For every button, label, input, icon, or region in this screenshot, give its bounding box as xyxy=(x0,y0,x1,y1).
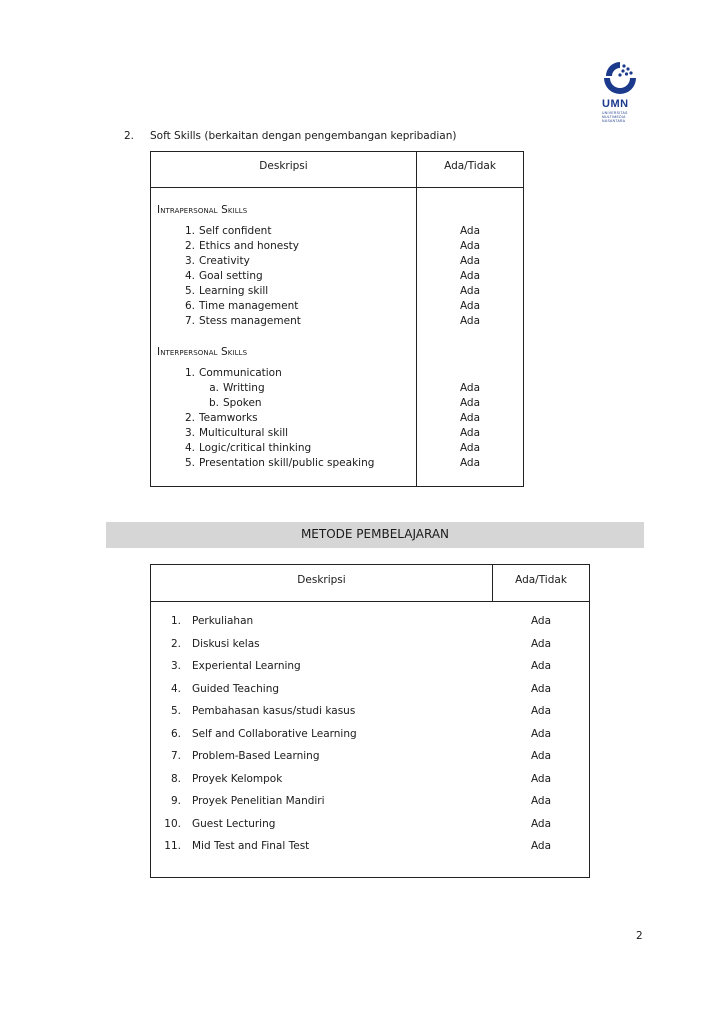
row-value: Ada xyxy=(459,240,481,252)
row-value: Ada xyxy=(530,817,552,830)
row-label: Learning skill xyxy=(199,285,269,297)
row-number: 4. xyxy=(184,270,195,282)
row-value: Ada xyxy=(459,285,481,297)
table-row xyxy=(151,660,589,676)
row-number: 3. xyxy=(184,427,195,439)
row-value: Ada xyxy=(459,457,481,469)
logo-sub-line: MULTIMEDIA xyxy=(602,115,626,119)
row-label: Teamworks xyxy=(199,412,258,424)
row-number: 2. xyxy=(184,240,195,252)
row-value: Ada xyxy=(459,427,481,439)
header-ada-tidak: Ada/Tidak xyxy=(515,574,567,586)
row-number: 4. xyxy=(184,442,195,454)
umn-logo xyxy=(598,60,644,130)
metode-band xyxy=(106,522,644,548)
row-value: Ada xyxy=(530,637,552,650)
row-number: 6. xyxy=(184,300,195,312)
logo-subtext xyxy=(602,111,628,123)
row-number: 5. xyxy=(184,285,195,297)
row-label: Creativity xyxy=(199,255,250,267)
table-row xyxy=(151,818,589,834)
row-number: 7. xyxy=(170,750,181,762)
header-divider xyxy=(151,601,589,602)
row-number: 4. xyxy=(170,682,181,695)
row-label: Ethics and honesty xyxy=(199,240,299,252)
row-value: Ada xyxy=(530,682,552,695)
table-row xyxy=(151,285,523,300)
row-value: Ada xyxy=(530,660,552,672)
logo-sub-line: UNIVERSITAS xyxy=(602,111,628,115)
table-row xyxy=(151,315,523,330)
table-row xyxy=(151,255,523,270)
logo-sub-line: NUSANTARA xyxy=(602,119,626,123)
row-label: Presentation skill/public speaking xyxy=(199,457,375,469)
row-number: 10. xyxy=(164,817,181,830)
table-row xyxy=(151,300,523,315)
row-value: Ada xyxy=(459,442,481,454)
row-value: Ada xyxy=(459,412,481,424)
row-value: Ada xyxy=(530,750,552,762)
row-value: Ada xyxy=(530,772,552,785)
table-row xyxy=(151,705,589,721)
header-divider xyxy=(151,187,523,188)
row-number: 1. xyxy=(170,615,181,627)
table-row xyxy=(151,367,523,382)
row-label: Communication xyxy=(199,367,282,379)
row-value: Ada xyxy=(459,255,481,267)
row-value: Ada xyxy=(459,300,481,312)
row-number: b. xyxy=(208,397,219,409)
section-number: 2. xyxy=(124,130,135,142)
table-row xyxy=(151,840,589,856)
row-number: 1. xyxy=(184,225,195,237)
metode-title: METODE PEMBELAJARAN xyxy=(300,527,450,541)
row-value: Ada xyxy=(530,840,552,852)
row-number: 2. xyxy=(184,412,195,424)
interpersonal-title: Interpersonal Skills xyxy=(157,346,248,358)
row-number: 8. xyxy=(170,772,181,785)
table-row xyxy=(151,683,589,699)
row-number: 9. xyxy=(170,795,181,807)
section-title: Soft Skills (berkaitan dengan pengembangan kepribadian) xyxy=(150,130,457,142)
row-number: 1. xyxy=(184,367,195,379)
logo-word: UMN xyxy=(602,98,629,110)
row-value: Ada xyxy=(459,270,481,282)
row-value: Ada xyxy=(530,727,552,740)
row-label: Mid Test and Final Test xyxy=(192,840,310,852)
row-number: 2. xyxy=(170,637,181,650)
row-number: 11. xyxy=(164,840,181,852)
row-number: 5. xyxy=(184,457,195,469)
table-row xyxy=(151,728,589,744)
table-row xyxy=(151,457,523,472)
row-value: Ada xyxy=(459,397,481,409)
table-row xyxy=(151,412,523,427)
row-label: Guided Teaching xyxy=(192,682,280,695)
row-label: Self and Collaborative Learning xyxy=(192,727,357,740)
table-row xyxy=(151,240,523,255)
row-label: Time management xyxy=(199,300,299,312)
table-row xyxy=(151,397,523,412)
row-value: Ada xyxy=(530,795,552,807)
page-number: 2 xyxy=(636,930,643,942)
table-row xyxy=(151,442,523,457)
row-label: Multicultural skill xyxy=(199,427,289,439)
row-number: a. xyxy=(209,382,219,394)
row-label: Self confident xyxy=(199,225,272,237)
row-label: Stess management xyxy=(199,315,301,327)
row-number: 6. xyxy=(170,727,181,740)
row-value: Ada xyxy=(459,315,481,327)
row-label: Diskusi kelas xyxy=(192,637,260,650)
row-value: Ada xyxy=(530,615,552,627)
table-row xyxy=(151,615,589,631)
header-deskripsi: Deskripsi xyxy=(259,160,308,172)
header-deskripsi: Deskripsi xyxy=(297,574,346,586)
soft-skills-table xyxy=(150,151,524,487)
row-label: Proyek Kelompok xyxy=(192,772,283,785)
row-label: Guest Lecturing xyxy=(192,817,276,830)
row-value: Ada xyxy=(530,705,552,717)
row-number: 7. xyxy=(184,315,195,327)
metode-table xyxy=(150,564,590,878)
table-row xyxy=(151,427,523,442)
row-label: Logic/critical thinking xyxy=(199,442,312,454)
row-label: Perkuliahan xyxy=(192,615,254,627)
row-number: 5. xyxy=(170,705,181,717)
row-label: Proyek Penelitian Mandiri xyxy=(192,795,325,807)
row-label: Spoken xyxy=(223,397,262,409)
row-value: Ada xyxy=(459,225,481,237)
intrapersonal-title: Intrapersonal Skills xyxy=(157,204,248,216)
table-row xyxy=(151,795,589,811)
table-row xyxy=(151,270,523,285)
table-row xyxy=(151,225,523,240)
table-row xyxy=(151,773,589,789)
table-row xyxy=(151,638,589,654)
table-row xyxy=(151,382,523,397)
row-number: 3. xyxy=(184,255,195,267)
row-label: Pembahasan kasus/studi kasus xyxy=(192,705,356,717)
row-value: Ada xyxy=(459,382,481,394)
row-label: Goal setting xyxy=(199,270,263,282)
row-number: 3. xyxy=(170,660,181,672)
row-label: Writting xyxy=(223,382,265,394)
row-label: Problem-Based Learning xyxy=(192,750,320,762)
umn-logo-mark-icon xyxy=(602,60,638,94)
table-row xyxy=(151,750,589,766)
header-ada-tidak: Ada/Tidak xyxy=(444,160,496,172)
row-label: Experiental Learning xyxy=(192,660,301,672)
